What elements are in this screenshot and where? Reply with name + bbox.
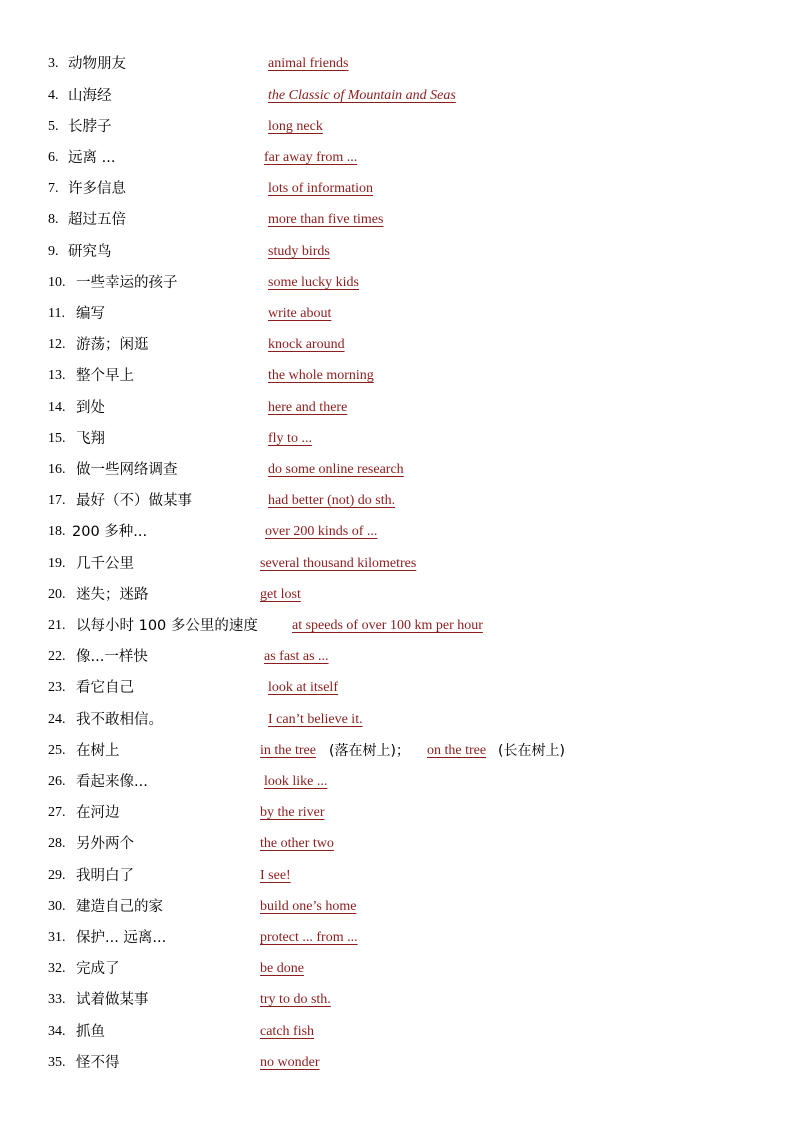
item-number: 21. <box>48 618 66 633</box>
vocab-row <box>0 1051 794 1075</box>
vocab-row <box>0 957 794 981</box>
english-answer: over 200 kinds of ... <box>265 524 378 539</box>
chinese-phrase: 抓鱼 <box>76 1024 105 1040</box>
chinese-phrase: 我明白了 <box>76 868 134 884</box>
chinese-phrase: 怪不得 <box>76 1055 120 1071</box>
english-answer: far away from ... <box>264 150 358 165</box>
vocab-row <box>0 676 794 700</box>
item-number: 27. <box>48 805 66 820</box>
english-answer: more than five times <box>268 212 384 227</box>
vocab-row <box>0 333 794 357</box>
item-number: 9. <box>48 244 59 259</box>
item-number: 19. <box>48 556 66 571</box>
item-number: 29. <box>48 868 66 883</box>
english-answer: study birds <box>268 244 330 259</box>
chinese-phrase: 建造自己的家 <box>76 899 163 915</box>
english-answer: animal friends <box>268 56 349 71</box>
vocab-row <box>0 146 794 170</box>
chinese-phrase: 试着做某事 <box>76 992 149 1008</box>
vocab-row <box>0 864 794 888</box>
vocab-row <box>0 52 794 76</box>
chinese-phrase: 另外两个 <box>76 836 134 852</box>
english-answer: had better (not) do sth. <box>268 493 396 508</box>
chinese-phrase: 长脖子 <box>68 119 112 135</box>
english-answer: be done <box>260 961 304 976</box>
english-answer: I see! <box>260 868 291 883</box>
english-answer: as fast as ... <box>264 649 329 664</box>
vocab-row <box>0 364 794 388</box>
chinese-phrase: 动物朋友 <box>68 56 126 72</box>
item-number: 12. <box>48 337 66 352</box>
english-answer: in the tree <box>260 743 316 758</box>
vocab-row <box>0 645 794 669</box>
chinese-phrase: 200 多种... <box>72 524 148 540</box>
english-answer: look like ... <box>264 774 328 789</box>
english-answer: build one’s home <box>260 899 357 914</box>
vocab-row <box>0 115 794 139</box>
item-number: 5. <box>48 119 59 134</box>
english-answer: by the river <box>260 805 325 820</box>
item-number: 28. <box>48 836 66 851</box>
english-answer: fly to ... <box>268 431 312 446</box>
vocab-row <box>0 583 794 607</box>
chinese-phrase: 我不敢相信。 <box>76 712 163 728</box>
item-number: 22. <box>48 649 66 664</box>
english-answer: get lost <box>260 587 301 602</box>
chinese-phrase: 飞翔 <box>76 431 105 447</box>
usage-note: (落在树上)； <box>329 743 410 759</box>
chinese-phrase: 在树上 <box>76 743 120 759</box>
chinese-phrase: 完成了 <box>76 961 120 977</box>
item-number: 25. <box>48 743 66 758</box>
english-answer: here and there <box>268 400 348 415</box>
item-number: 11. <box>48 306 65 321</box>
english-answer: the other two <box>260 836 334 851</box>
chinese-phrase: 到处 <box>76 400 105 416</box>
chinese-phrase: 最好（不）做某事 <box>76 493 192 509</box>
english-answer: try to do sth. <box>260 992 331 1007</box>
english-answer-alt: on the tree <box>427 743 487 758</box>
english-answer: write about <box>268 306 332 321</box>
chinese-phrase: 看起来像... <box>76 774 148 790</box>
english-answer: look at itself <box>268 680 338 695</box>
chinese-phrase: 做一些网络调查 <box>76 462 178 478</box>
item-number: 24. <box>48 712 66 727</box>
english-answer: at speeds of over 100 km per hour <box>292 618 483 633</box>
item-number: 31. <box>48 930 66 945</box>
chinese-phrase: 研究鸟 <box>68 244 112 260</box>
chinese-phrase: 以每小时 100 多公里的速度 <box>76 618 258 634</box>
vocab-row <box>0 988 794 1012</box>
item-number: 4. <box>48 88 59 103</box>
chinese-phrase: 游荡；闲逛 <box>76 337 149 353</box>
item-number: 3. <box>48 56 59 71</box>
item-number: 6. <box>48 150 59 165</box>
item-number: 20. <box>48 587 66 602</box>
vocab-row <box>0 302 794 326</box>
vocab-row <box>0 895 794 919</box>
vocab-row <box>0 926 794 950</box>
item-number: 15. <box>48 431 66 446</box>
english-answer: several thousand kilometres <box>260 556 417 571</box>
chinese-phrase: 编写 <box>76 306 105 322</box>
vocab-row <box>0 84 794 108</box>
item-number: 34. <box>48 1024 66 1039</box>
chinese-phrase: 迷失；迷路 <box>76 587 149 603</box>
vocab-row <box>0 614 794 638</box>
item-number: 8. <box>48 212 59 227</box>
item-number: 26. <box>48 774 66 789</box>
chinese-phrase: 几千公里 <box>76 556 134 572</box>
vocab-row <box>0 427 794 451</box>
english-answer: knock around <box>268 337 345 352</box>
item-number: 14. <box>48 400 66 415</box>
chinese-phrase: 山海经 <box>68 88 112 104</box>
item-number: 32. <box>48 961 66 976</box>
vocab-row <box>0 770 794 794</box>
item-number: 16. <box>48 462 66 477</box>
item-number: 33. <box>48 992 66 1007</box>
item-number: 13. <box>48 368 66 383</box>
chinese-phrase: 像...一样快 <box>76 649 148 665</box>
item-number: 30. <box>48 899 66 914</box>
chinese-phrase: 在河边 <box>76 805 120 821</box>
english-answer: the whole morning <box>268 368 374 383</box>
english-answer: catch fish <box>260 1024 315 1039</box>
usage-note-alt: (长在树上) <box>498 743 565 759</box>
vocab-row <box>0 739 794 763</box>
vocab-row <box>0 271 794 295</box>
english-answer: some lucky kids <box>268 275 359 290</box>
item-number: 35. <box>48 1055 66 1070</box>
chinese-phrase: 超过五倍 <box>68 212 126 228</box>
english-answer: the Classic of Mountain and Seas <box>268 88 456 103</box>
vocab-row <box>0 489 794 513</box>
english-answer: I can’t believe it. <box>268 712 363 727</box>
vocab-row <box>0 396 794 420</box>
vocab-row <box>0 832 794 856</box>
english-answer: no wonder <box>260 1055 320 1070</box>
english-answer: long neck <box>268 119 323 134</box>
english-answer: do some online research <box>268 462 404 477</box>
vocab-row <box>0 177 794 201</box>
english-answer: protect ... from ... <box>260 930 358 945</box>
vocab-row <box>0 520 794 544</box>
vocab-row <box>0 708 794 732</box>
vocab-row <box>0 1020 794 1044</box>
chinese-phrase: 一些幸运的孩子 <box>76 275 178 291</box>
item-number: 18. <box>48 524 66 539</box>
item-number: 7. <box>48 181 59 196</box>
item-number: 17. <box>48 493 66 508</box>
chinese-phrase: 保护... 远离... <box>76 930 167 946</box>
item-number: 10. <box>48 275 66 290</box>
vocab-row <box>0 552 794 576</box>
vocab-row <box>0 801 794 825</box>
vocab-row <box>0 458 794 482</box>
vocab-row <box>0 240 794 264</box>
chinese-phrase: 远离 ... <box>68 150 116 166</box>
vocab-row <box>0 208 794 232</box>
chinese-phrase: 许多信息 <box>68 181 126 197</box>
chinese-phrase: 看它自己 <box>76 680 134 696</box>
chinese-phrase: 整个早上 <box>76 368 134 384</box>
english-answer: lots of information <box>268 181 373 196</box>
item-number: 23. <box>48 680 66 695</box>
